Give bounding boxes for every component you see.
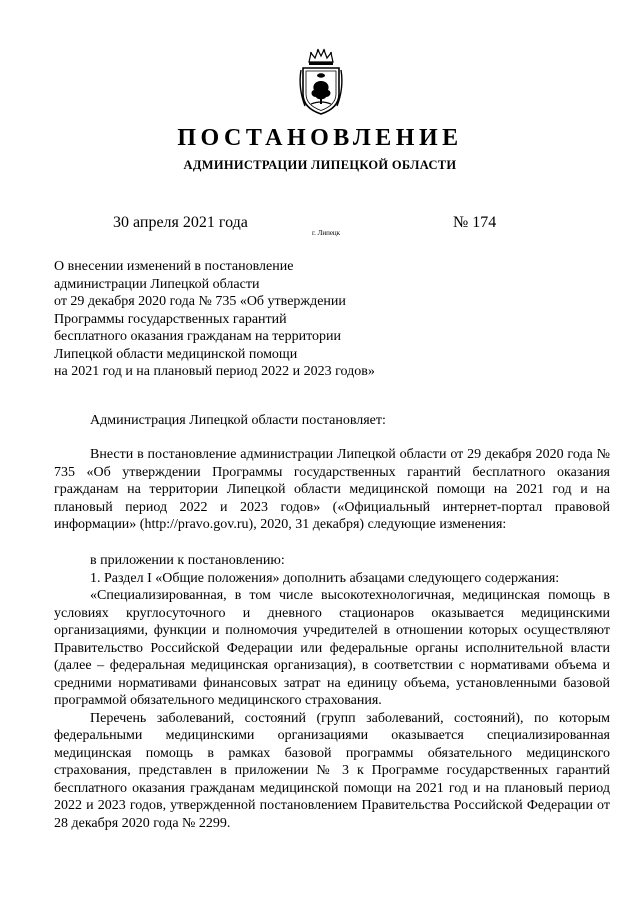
document-city: г. Липецк [312,229,341,237]
subject-line: Липецкой области медицинской помощи [54,346,298,362]
intro-paragraph: Администрация Липецкой области постановляет: [90,413,386,428]
paragraph-disease-list: Перечень заболеваний, состояний (групп заболеваний, состояний), по которым федеральными медицинскими организациями оказывается специализированная медицинская помощь в рамках базовой программы обязательного медицинского страхования, представлен в приложении № 3 к Программе государственных гарантий бесплатного оказания гражданам медицинской помощи на 2021 год и на плановый период 2022 и 2023 годов, утвержденной постановлением Правительства Российской Федерации от 28 декабря 2020 года № 2299. [54,710,610,831]
subject-line: О внесении изменений в постановление [54,259,294,274]
subject-line: бесплатного оказания гражданам на территории [54,329,341,344]
paragraph-specialized-care: «Специализированная, в том числе высокотехнологичная, медицинская помощь в условиях круглосуточного и дневного стационаров оказывается медицинскими организациями, функции и полномочия учредителей в отношении которых осуществляют Правительство Российской Федерации или федеральные органы исполнительной власти (далее – федеральная медицинская организация), в соответствии с нормативами объема и средними нормативами финансовых затрат на единицу объема, установленными базовой программой обязательного медицинского страхования. [54,588,610,708]
coat-of-arms-icon [297,48,345,116]
issuing-authority: АДМИНИСТРАЦИИ ЛИПЕЦКОЙ ОБЛАСТИ [183,158,457,172]
subject-line: Программы государственных гарантий [54,311,287,327]
subject-line: от 29 декабря 2020 года № 735 «Об утверждении [54,294,346,309]
appendix-line: в приложении к постановлению: [90,553,285,568]
body-intro [54,412,610,430]
item-1: 1. Раздел I «Общие положения» дополнить абзацами следующего содержания: [90,570,560,586]
subject-line: администрации Липецкой области [54,276,260,292]
document-subject [54,258,434,381]
body-main [54,446,610,534]
subject-line: на 2021 год и на плановый период 2022 и 2023 годов» [54,364,375,379]
document-number: № 174 [453,214,497,231]
paragraph-amendment: Внести в постановление администрации Липецкой области от 29 декабря 2020 года № 735 «Об утверждении Программы государственных гарантий бесплатного оказания гражданам на территории Липецкой области медицинской помощи на 2021 год и на плановый период 2022 и 2023 годов» («Официальный интернет-портал правовой информации» (http://pravo.gov.ru), 2020, 31 декабря) следующие изменения: [54,447,610,532]
document-date: 30 апреля 2021 года [113,214,248,231]
body-changes [54,552,610,832]
document-title: ПОСТАНОВЛЕНИЕ [177,125,463,151]
